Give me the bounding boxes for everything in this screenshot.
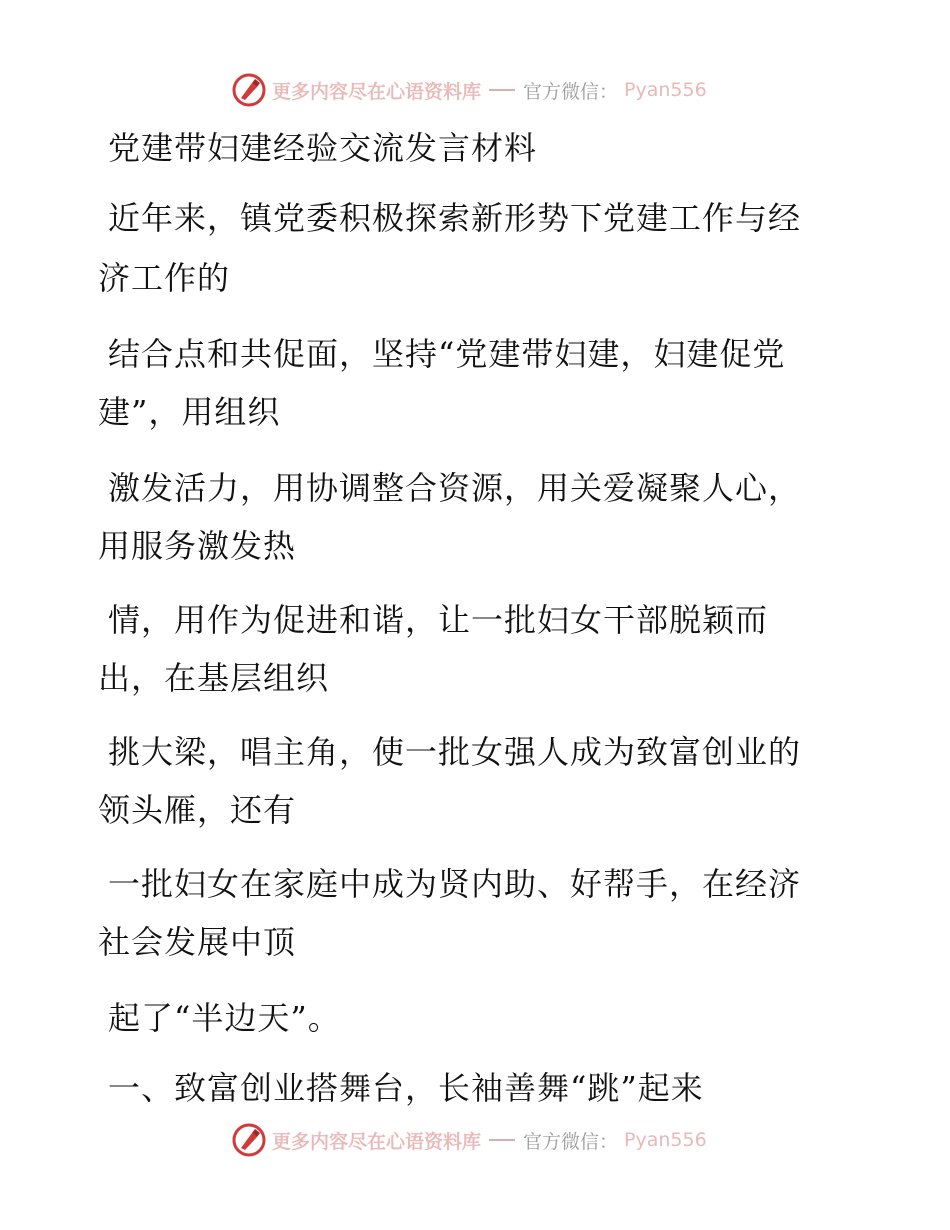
paragraph-line: 用服务激发热 (98, 527, 297, 565)
paragraph-line: 起了“半边天”。 (108, 999, 341, 1037)
paragraph-line: 领头雁，还有 (98, 791, 297, 829)
watermark-dash (489, 89, 515, 91)
pen-logo-icon (232, 1123, 266, 1157)
document-title: 党建带妇建经验交流发言材料 (108, 129, 538, 167)
pen-logo-icon (232, 73, 266, 107)
watermark-dash (489, 1139, 515, 1141)
paragraph-line: 一批妇女在家庭中成为贤内助、好帮手，在经济 (108, 865, 802, 903)
paragraph-line: 出，在基层组织 (98, 659, 330, 697)
watermark-wechat-id: Pyan556 (624, 79, 707, 101)
paragraph-line: 挑大梁，唱主角，使一批女强人成为致富创业的 (108, 733, 802, 771)
watermark-main-text: 更多内容尽在心语资料库 (272, 1130, 482, 1153)
paragraph-line: 济工作的 (98, 259, 231, 297)
header-watermark (232, 72, 707, 108)
paragraph-line: 情，用作为促进和谐，让一批妇女干部脱颖而 (108, 601, 769, 639)
paragraph-line: 近年来，镇党委积极探索新形势下党建工作与经 (108, 199, 802, 237)
watermark-main-text: 更多内容尽在心语资料库 (272, 80, 482, 103)
watermark-label: 官方微信： (523, 80, 619, 103)
paragraph-line: 建”，用组织 (98, 393, 281, 431)
watermark-wechat-id: Pyan556 (624, 1129, 707, 1151)
paragraph-line: 结合点和共促面，坚持“党建带妇建，妇建促党 (108, 335, 786, 373)
section-heading: 一、致富创业搭舞台，长袖善舞“跳”起来 (108, 1069, 704, 1107)
footer-watermark (232, 1122, 707, 1158)
watermark-label: 官方微信： (523, 1130, 619, 1153)
paragraph-line: 社会发展中顶 (98, 923, 297, 961)
paragraph-line: 激发活力，用协调整合资源，用关爱凝聚人心， (108, 469, 802, 507)
